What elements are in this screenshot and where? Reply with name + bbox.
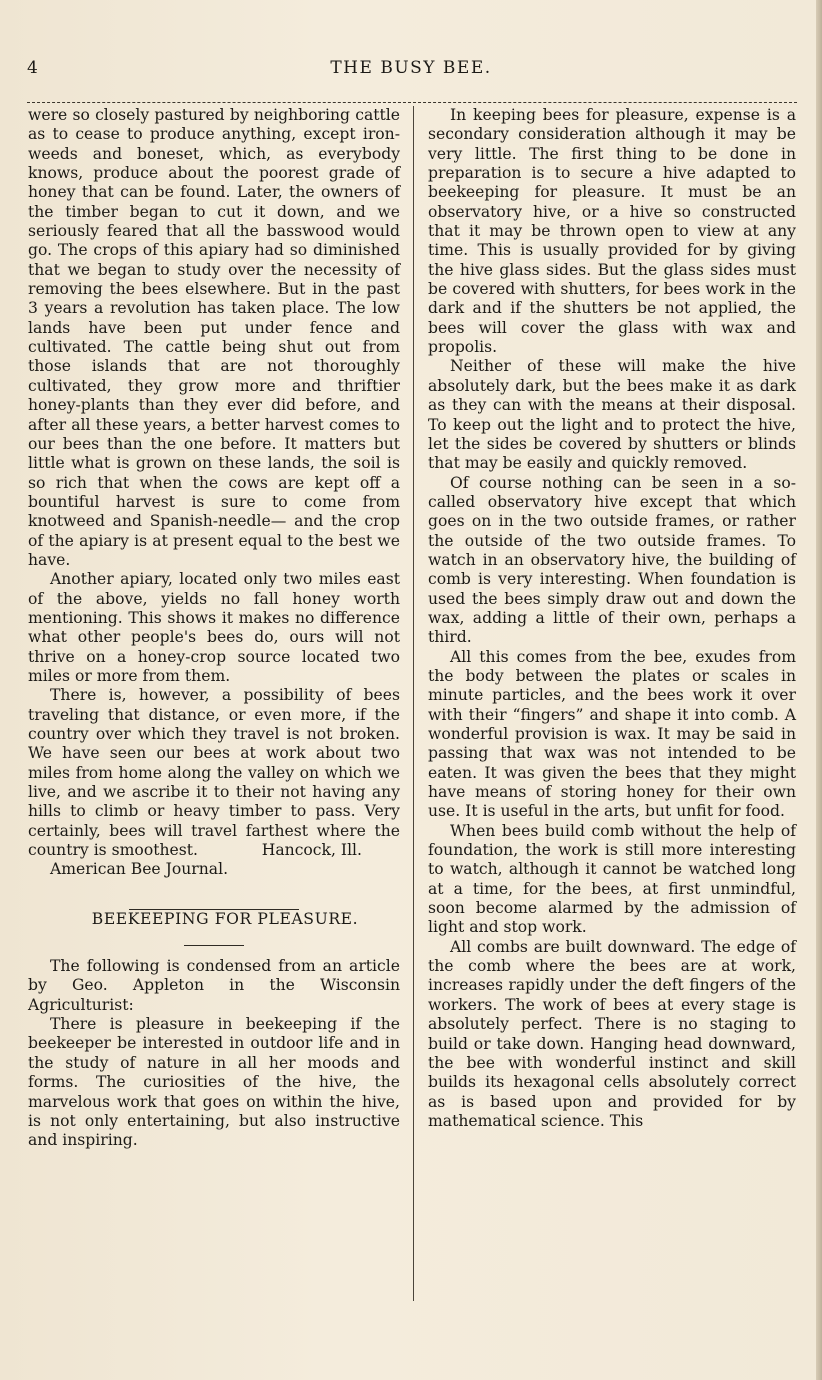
- paragraph: The following is condensed from an article by Geo. Appleton in the Wisconsin Agriculturist:: [28, 957, 400, 1014]
- paragraph: There is pleasure in beekeeping if the beekeeper be interested in outdoor life and in the study of nature in all her moods and forms. The curiosities of the hive, the marvelous work that goes on within the hive, is not only entertaining, but also instructive and inspiring.: [28, 1015, 400, 1150]
- page-header: [0, 58, 822, 84]
- source-credit: American Bee Journal.: [50, 860, 229, 879]
- heading-rule: [184, 945, 244, 946]
- header-rule: [27, 102, 797, 103]
- section-heading: BEEKEEPING FOR PLEASURE.: [91, 909, 359, 928]
- paragraph: When bees build comb without the help of foundation, the work is still more interesting to watch, although it cannot be watched long at a time, for the bees, at first unmindful, soon become alarmed by the admission of light and stop work.: [428, 821, 796, 937]
- column-divider: [413, 106, 414, 1301]
- page-edge: [816, 0, 822, 1380]
- running-title: THE BUSY BEE.: [330, 58, 492, 78]
- paragraph: All combs are built downward. The edge of the comb where the bees are at work, increases rapidly under the deft fingers of the workers. The work of bees at every stage is absolutely perfect. There is no staging to build or take down. Hanging head downward, the bee with wonderful instinct and skill builds its hexagonal cells absolutely correct as is based upon and provided for by mathematical science. This: [428, 937, 796, 1130]
- page-number: 4: [27, 58, 39, 78]
- paragraph: Neither of these will make the hive absolutely dark, but the bees make it as dark as they can with the means at their disposal. To keep out the light and to protect the hive, let the sides be covered by shutters or blinds that may be easily and quickly removed.: [428, 357, 796, 473]
- right-column: [428, 106, 796, 1131]
- paragraph: Another apiary, located only two miles east of the above, yields no fall honey worth mentioning. This shows it makes no difference what other people's bees do, ours will not thrive on a honey-crop source located two miles or more from them.: [28, 570, 400, 685]
- paragraph: Of course nothing can be seen in a so-called observatory hive except that which goes on in the two outside frames, or rather the outside of the two outside frames. To watch in an observatory hive, the building of comb is very interesting. When foundation is used the bees simply draw out and down the wax, adding a little of their own, perhaps a third.: [428, 473, 796, 647]
- signature: Hancock, Ill.: [261, 841, 362, 860]
- left-column: [28, 106, 400, 1151]
- paragraph: There is, however, a possibility of bees traveling that distance, or even more, if the country over which they travel is not broken. We have seen our bees at work about two miles from home along the valley on which we live, and we ascribe it to their not having any hills to climb or heavy timber to pass. Very certainly, bees will travel farthest where the country is smoothest.: [28, 686, 400, 860]
- paragraph: In keeping bees for pleasure, expense is a secondary consideration although it may be very little. The first thing to be done in preparation is to secure a hive adapted to beekeeping for pleasure. It must be an observatory hive, or a hive so constructed that it may be thrown open to view at any time. This is usually provided for by giving the hive glass sides. But the glass sides must be covered with shutters, for bees work in the dark and if the shutters be not applied, the bees will cover the glass with wax and propolis.: [428, 106, 796, 357]
- paragraph: All this comes from the bee, exudes from the body between the plates or scales in minute particles, and the bees work it over with their “fingers” and shape it into comb. A wonderful provision is wax. It may be said in passing that wax was not intended to be eaten. It was given the bees that they might have means of storing honey for their own use. It is useful in the arts, but unfit for food.: [428, 647, 796, 821]
- paragraph: were so closely pastured by neighboring cattle as to cease to produce anything, except iron-weeds and boneset, which, as everybody knows, produce about the poorest grade of honey that can be found. Later, the owners of the timber began to cut it down, and we seriously feared that all the basswood would go. The crops of this apiary had so diminished that we began to study over the necessity of removing the bees elsewhere. But in the past 3 years a revolution has taken place. The low lands have been put under fence and cultivated. The cattle being shut out from those islands that are not thoroughly cultivated, they grow more and thriftier honey-plants than they ever did before, and after all these years, a better harvest comes to our bees than the one before. It matters but little what is grown on these lands, the soil is so rich that when the cows are kept off a bountiful harvest is sure to come from knotweed and Spanish-needle— and the crop of the apiary is at present equal to the best we have.: [28, 106, 400, 569]
